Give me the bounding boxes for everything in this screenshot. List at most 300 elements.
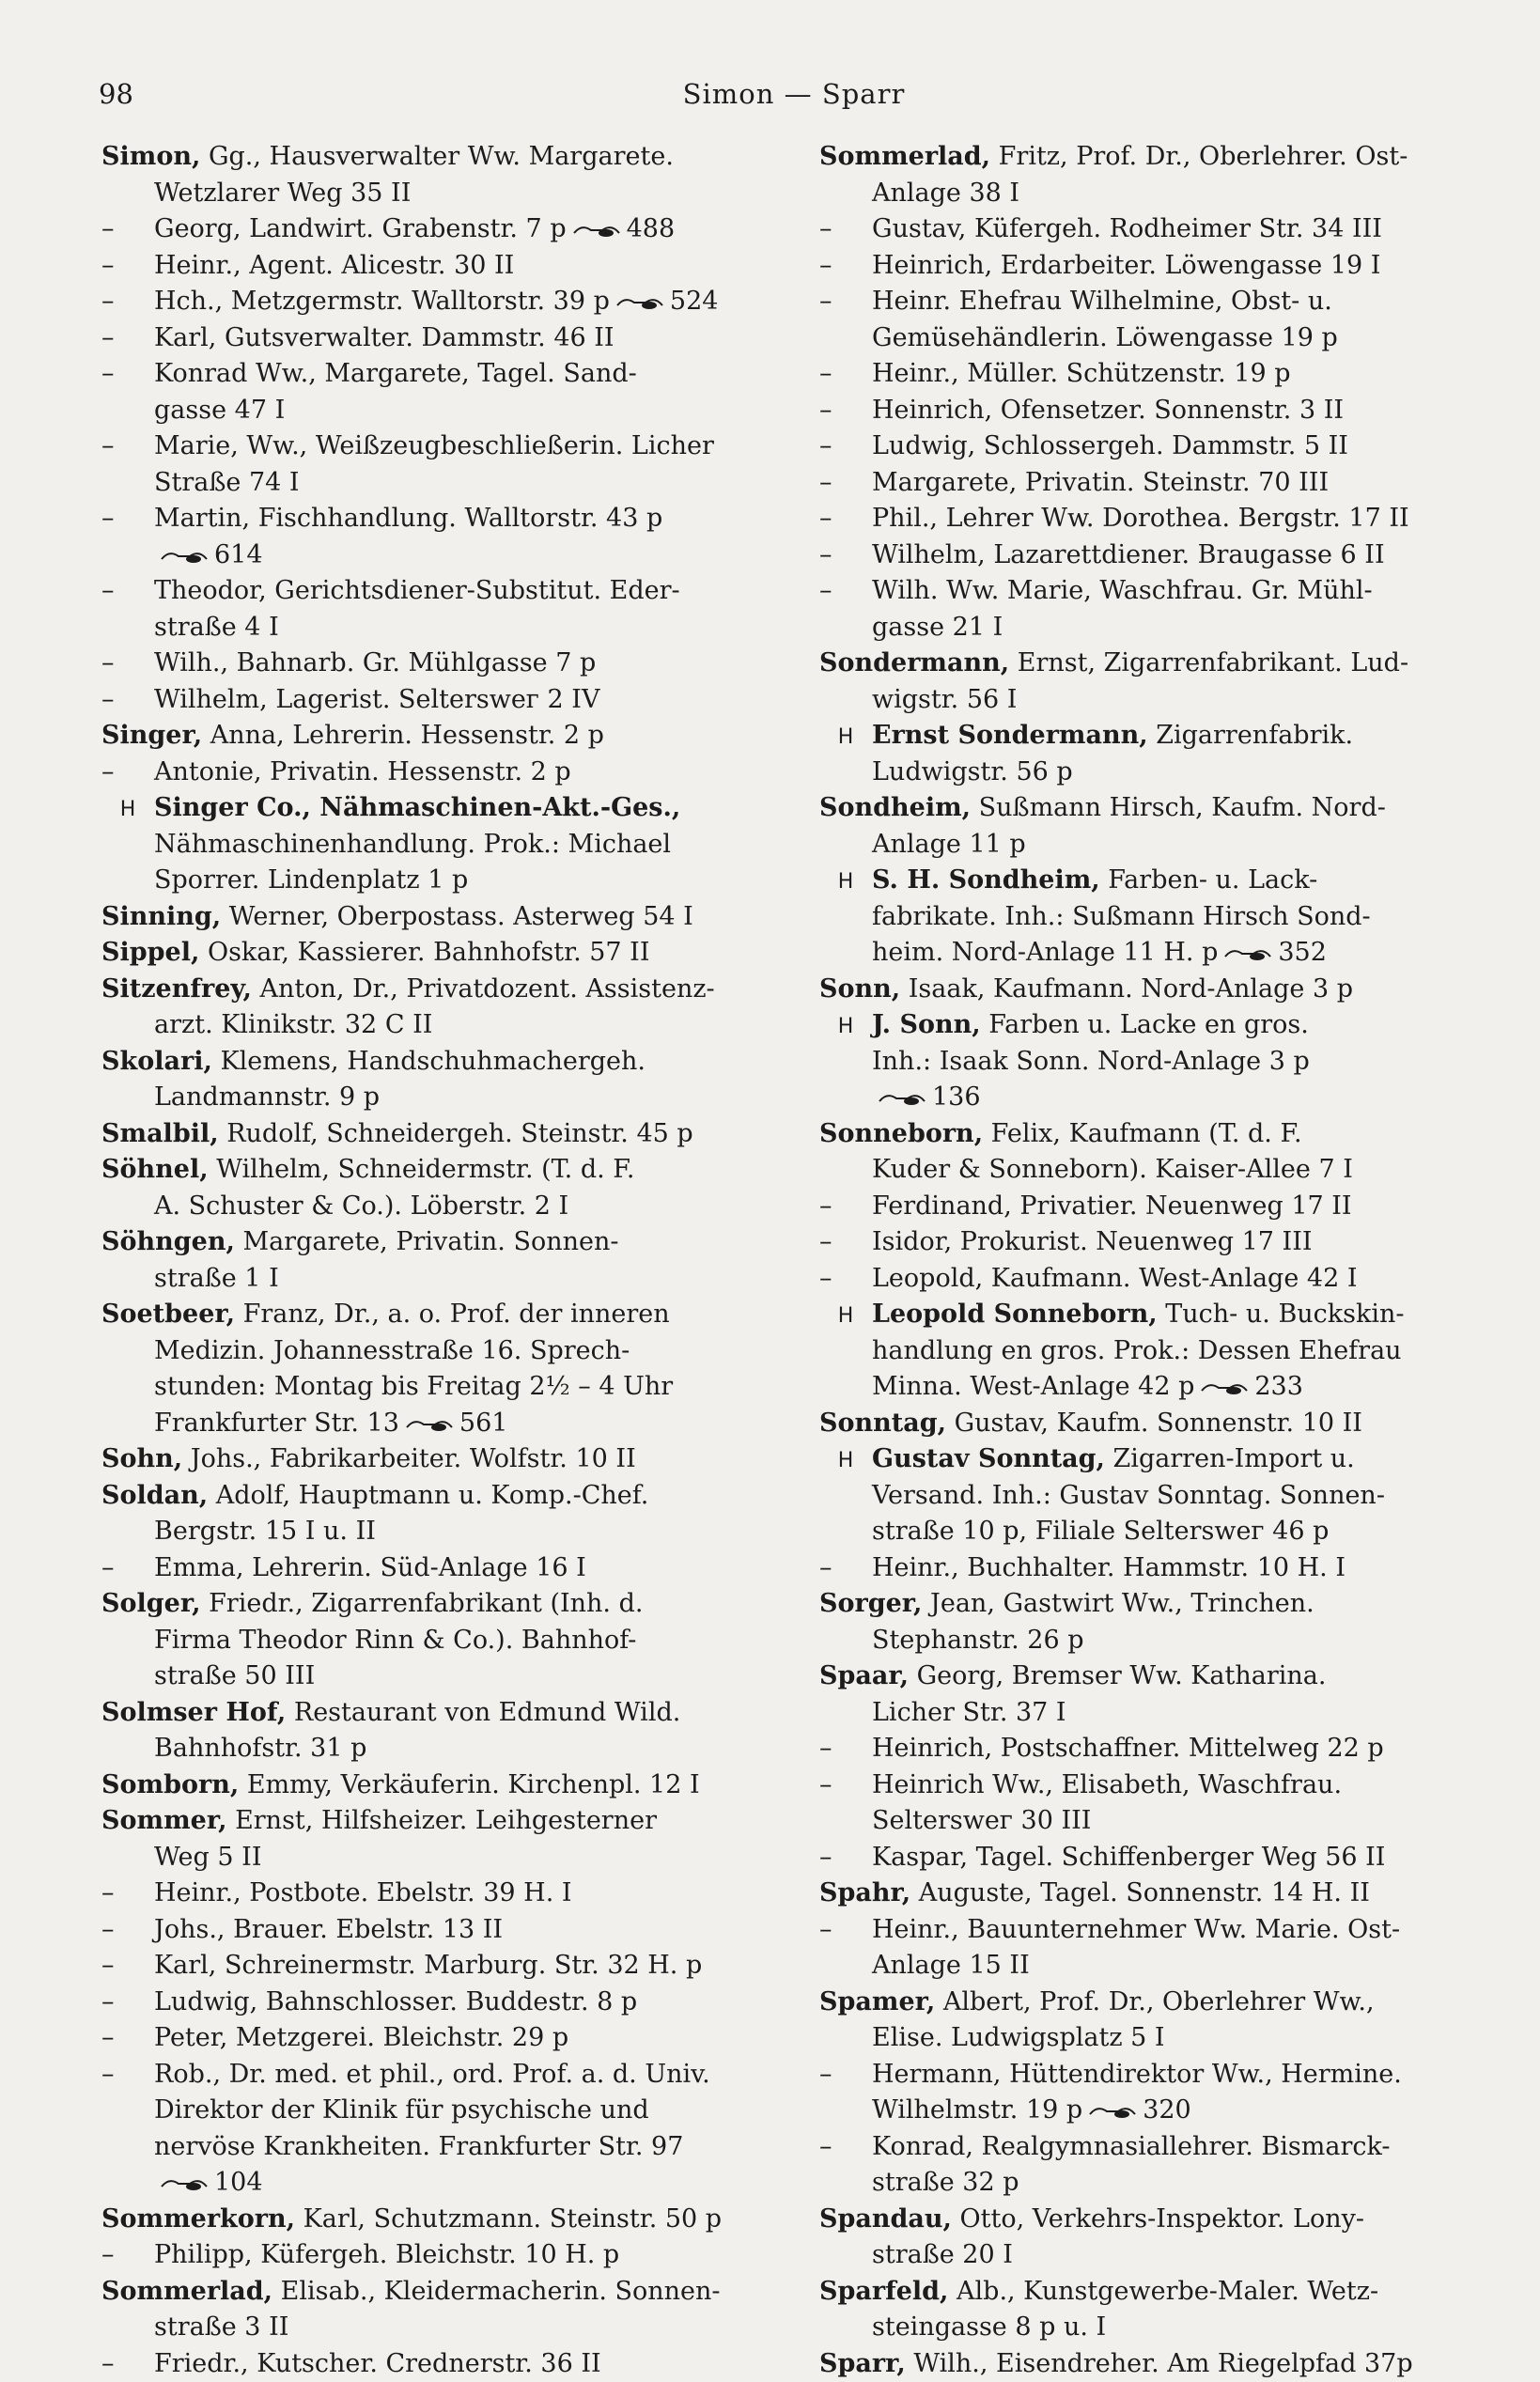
entry-text: Gemüsehändlerin. Löwengasse 19 p bbox=[872, 323, 1338, 352]
directory-entry bbox=[819, 1007, 1488, 1044]
directory-entry bbox=[819, 2346, 1488, 2382]
surname: Soetbeer, bbox=[101, 1300, 235, 1329]
telephone-number: 352 bbox=[1278, 938, 1327, 967]
directory-entry bbox=[101, 1441, 770, 1478]
directory-entry bbox=[819, 356, 1488, 393]
telephone-number: 136 bbox=[932, 1082, 981, 1112]
entry-text: Jean, Gastwirt Ww., Trinchen. bbox=[922, 1589, 1314, 1618]
firm-marker: H bbox=[819, 864, 872, 899]
entry-text: Georg, Landwirt. Grabenstr. 7 p bbox=[154, 214, 567, 243]
surname: Sinning, bbox=[101, 902, 221, 931]
entry-continuation bbox=[819, 1369, 1488, 1406]
entry-text: Straße 74 I bbox=[154, 468, 300, 497]
entry-text: Heinr. Ehefrau Wilhelmine, Obst- u. bbox=[872, 287, 1332, 316]
entry-text: handlung en gros. Prok.: Dessen Ehefrau bbox=[872, 1336, 1402, 1365]
directory-entry bbox=[101, 2274, 770, 2311]
directory-entry bbox=[101, 755, 770, 791]
dash-marker: – bbox=[101, 755, 154, 791]
entry-continuation bbox=[101, 465, 770, 502]
dash-marker: – bbox=[819, 501, 872, 537]
entry-text: Heinr., Buchhalter. Hammstr. 10 H. I bbox=[872, 1553, 1346, 1582]
entry-continuation bbox=[819, 2020, 1488, 2057]
entry-continuation bbox=[819, 1333, 1488, 1370]
entry-continuation bbox=[819, 2165, 1488, 2202]
entry-text: straße 4 I bbox=[154, 613, 279, 642]
surname: Sonn, bbox=[819, 974, 900, 1004]
directory-entry bbox=[101, 2237, 770, 2274]
page-number: 98 bbox=[99, 78, 133, 110]
entry-text: steingasse 8 p u. I bbox=[872, 2312, 1106, 2342]
surname: Spamer, bbox=[819, 1987, 935, 2016]
entry-text: Philipp, Küfergeh. Bleichstr. 10 H. p bbox=[154, 2240, 619, 2269]
directory-entry bbox=[101, 139, 770, 176]
dash-marker: – bbox=[819, 537, 872, 574]
directory-entry bbox=[101, 682, 770, 719]
directory-entry bbox=[101, 646, 770, 682]
entry-text: Heinr., Agent. Alicestr. 30 II bbox=[154, 251, 514, 280]
entry-text: Farben- u. Lack- bbox=[1100, 865, 1318, 895]
entry-text: Phil., Lehrer Ww. Dorothea. Bergstr. 17 II bbox=[872, 504, 1409, 533]
entry-continuation bbox=[101, 1840, 770, 1876]
entry-text: Heinrich, Erdarbeiter. Löwengasse 19 I bbox=[872, 251, 1380, 280]
dash-marker: – bbox=[101, 2020, 154, 2057]
entry-continuation bbox=[819, 682, 1488, 719]
dash-marker: – bbox=[819, 2129, 872, 2166]
directory-entry bbox=[101, 356, 770, 393]
entry-text: Auguste, Tagel. Sonnenstr. 14 H. II bbox=[910, 1878, 1370, 1907]
telephone-number: 233 bbox=[1254, 1372, 1303, 1401]
surname: Sonneborn, bbox=[819, 1119, 983, 1148]
directory-entry bbox=[819, 1731, 1488, 1767]
surname: Ernst Sondermann, bbox=[872, 721, 1148, 750]
entry-text: Anlage 38 I bbox=[872, 179, 1019, 208]
directory-entry bbox=[101, 718, 770, 755]
dash-marker: – bbox=[101, 1948, 154, 1985]
entry-continuation bbox=[101, 1333, 770, 1370]
entry-text: Otto, Verkehrs-Inspektor. Lony- bbox=[952, 2204, 1364, 2234]
entry-text: Margarete, Privatin. Sonnen- bbox=[235, 1227, 619, 1256]
directory-entry bbox=[101, 320, 770, 357]
telephone-number: 561 bbox=[459, 1409, 508, 1438]
entry-text: Ernst, Hilfsheizer. Leihgesterner bbox=[226, 1806, 657, 1835]
surname: Sommerkorn, bbox=[101, 2204, 295, 2234]
entry-text: Isidor, Prokurist. Neuenweg 17 III bbox=[872, 1227, 1313, 1256]
entry-text: gasse 47 I bbox=[154, 396, 285, 425]
surname: Sitzenfrey, bbox=[101, 974, 252, 1004]
directory-entry bbox=[819, 1116, 1488, 1153]
entry-text: Karl, Schreinermstr. Marburg. Str. 32 H. p bbox=[154, 1951, 702, 1980]
entry-text: Wilhelmstr. 19 p bbox=[872, 2095, 1082, 2125]
directory-entry bbox=[101, 573, 770, 610]
entry-text: Anton, Dr., Privatdozent. Assistenz- bbox=[252, 974, 715, 1004]
telephone-icon bbox=[160, 548, 209, 565]
entry-text: wigstr. 56 I bbox=[872, 685, 1017, 714]
entry-text: Zigarren-Import u. bbox=[1105, 1444, 1355, 1473]
entry-text: Albert, Prof. Dr., Oberlehrer Ww., bbox=[935, 1987, 1374, 2016]
entry-text: Klemens, Handschuhmachergeh. bbox=[212, 1047, 646, 1076]
entry-text: Ferdinand, Privatier. Neuenweg 17 II bbox=[872, 1191, 1352, 1221]
entry-text: Wetzlarer Weg 35 II bbox=[154, 179, 411, 208]
directory-entry bbox=[819, 1550, 1488, 1587]
entry-text: Stephanstr. 26 p bbox=[872, 1626, 1084, 1655]
directory-entry bbox=[819, 501, 1488, 537]
entry-continuation bbox=[819, 2310, 1488, 2346]
entry-continuation bbox=[819, 1948, 1488, 1985]
entry-text: Kuder & Sonneborn). Kaiser-Allee 7 I bbox=[872, 1155, 1353, 1184]
directory-entry bbox=[819, 211, 1488, 248]
entry-text: Leopold, Kaufmann. West-Anlage 42 I bbox=[872, 1264, 1358, 1293]
entry-text: Nähmaschinenhandlung. Prok.: Michael bbox=[154, 830, 671, 859]
dash-marker: – bbox=[819, 1261, 872, 1298]
telephone-number: 104 bbox=[214, 2168, 263, 2197]
entry-continuation bbox=[101, 2093, 770, 2129]
entry-text: Frankfurter Str. 13 bbox=[154, 1409, 399, 1438]
entry-text: Bergstr. 15 I u. II bbox=[154, 1517, 376, 1546]
directory-entry bbox=[101, 1985, 770, 2021]
directory-entry bbox=[819, 1224, 1488, 1261]
entry-text: Wilh., Eisendreher. Am Riegelpfad 37p bbox=[906, 2349, 1413, 2378]
dash-marker: – bbox=[101, 646, 154, 682]
directory-entry bbox=[101, 1478, 770, 1515]
directory-entry bbox=[101, 1044, 770, 1081]
entry-continuation bbox=[819, 899, 1488, 936]
dash-marker: – bbox=[819, 2057, 872, 2094]
entry-text: Anlage 15 II bbox=[872, 1951, 1030, 1980]
entry-text: Wilhelm, Schneidermstr. (T. d. F. bbox=[209, 1155, 635, 1184]
entry-text: Ernst, Zigarrenfabrikant. Lud- bbox=[1009, 648, 1408, 677]
dash-marker: – bbox=[101, 2057, 154, 2094]
directory-entry bbox=[819, 863, 1488, 899]
entry-text: Gustav, Küfergeh. Rodheimer Str. 34 III bbox=[872, 214, 1382, 243]
entry-continuation bbox=[101, 393, 770, 429]
firm-marker: H bbox=[819, 720, 872, 755]
surname: Sparfeld, bbox=[819, 2277, 948, 2306]
firm-marker: H bbox=[819, 1443, 872, 1478]
entry-text: Kaspar, Tagel. Schiffenberger Weg 56 II bbox=[872, 1843, 1385, 1872]
directory-entry bbox=[819, 1406, 1488, 1442]
entry-text: straße 32 p bbox=[872, 2168, 1019, 2197]
entry-text: nervöse Krankheiten. Frankfurter Str. 97 bbox=[154, 2132, 683, 2161]
directory-entry bbox=[819, 465, 1488, 502]
entry-text: straße 3 II bbox=[154, 2312, 288, 2342]
entry-text: Rob., Dr. med. et phil., ord. Prof. a. d. Univ. bbox=[154, 2060, 710, 2089]
entry-text: Firma Theodor Rinn & Co.). Bahnhof- bbox=[154, 1626, 636, 1655]
entry-text: Heinrich Ww., Elisabeth, Waschfrau. bbox=[872, 1770, 1342, 1799]
telephone-icon bbox=[1088, 2103, 1137, 2120]
entry-text: heim. Nord-Anlage 11 H. p bbox=[872, 938, 1218, 967]
entry-text: Franz, Dr., a. o. Prof. der inneren bbox=[235, 1300, 670, 1329]
entry-continuation bbox=[819, 1044, 1488, 1081]
dash-marker: – bbox=[819, 1840, 872, 1876]
entry-continuation bbox=[819, 176, 1488, 212]
directory-entry bbox=[819, 1658, 1488, 1695]
dash-marker: – bbox=[101, 1550, 154, 1587]
entry-text: Johs., Brauer. Ebelstr. 13 II bbox=[154, 1915, 503, 1944]
surname: Sommerlad, bbox=[819, 142, 990, 171]
surname: Singer Co., Nähmaschinen-Akt.-Ges., bbox=[154, 793, 680, 822]
entry-text: Heinr., Müller. Schützenstr. 19 p bbox=[872, 359, 1291, 388]
directory-entry bbox=[101, 1550, 770, 1587]
entry-text: Landmannstr. 9 p bbox=[154, 1082, 380, 1112]
entry-continuation bbox=[101, 1080, 770, 1116]
entry-text: Rudolf, Schneidergeh. Steinstr. 45 p bbox=[219, 1119, 693, 1148]
entry-text: Heinrich, Ofensetzer. Sonnenstr. 3 II bbox=[872, 396, 1344, 425]
directory-entry bbox=[819, 1297, 1488, 1333]
entry-text: Johs., Fabrikarbeiter. Wolfstr. 10 II bbox=[182, 1444, 636, 1473]
dash-marker: – bbox=[819, 248, 872, 285]
directory-entry bbox=[101, 899, 770, 936]
dash-marker: – bbox=[101, 428, 154, 465]
entry-continuation bbox=[101, 1189, 770, 1225]
entry-text: Emma, Lehrerin. Süd-Anlage 16 I bbox=[154, 1553, 586, 1582]
dash-marker: – bbox=[819, 428, 872, 465]
surname: Gustav Sonntag, bbox=[872, 1444, 1105, 1473]
directory-entry bbox=[819, 1441, 1488, 1478]
entry-text: gasse 21 I bbox=[872, 613, 1003, 642]
entry-continuation bbox=[101, 610, 770, 646]
telephone-icon bbox=[405, 1416, 454, 1433]
dash-marker: – bbox=[819, 1550, 872, 1587]
entry-continuation bbox=[101, 1369, 770, 1406]
entry-text: Georg, Bremser Ww. Katharina. bbox=[909, 1661, 1326, 1690]
entry-text: Konrad Ww., Margarete, Tagel. Sand- bbox=[154, 359, 637, 388]
surname: Skolari, bbox=[101, 1047, 212, 1076]
entry-text: A. Schuster & Co.). Löberstr. 2 I bbox=[154, 1191, 568, 1221]
dash-marker: – bbox=[819, 211, 872, 248]
surname: J. Sonn, bbox=[872, 1010, 981, 1039]
directory-entry bbox=[819, 2202, 1488, 2238]
entry-continuation bbox=[819, 2093, 1488, 2129]
directory-entry bbox=[819, 2129, 1488, 2166]
directory-entry bbox=[101, 1876, 770, 1912]
telephone-number: 524 bbox=[670, 287, 719, 316]
entry-text: Theodor, Gerichtsdiener-Substitut. Eder- bbox=[154, 576, 680, 605]
entry-continuation bbox=[819, 1803, 1488, 1840]
entry-text: Ludwig, Bahnschlosser. Buddestr. 8 p bbox=[154, 1987, 637, 2016]
surname: Söhngen, bbox=[101, 1227, 235, 1256]
entry-text: Alb., Kunstgewerbe-Maler. Wetz- bbox=[948, 2277, 1378, 2306]
entry-text: Werner, Oberpostass. Asterweg 54 I bbox=[221, 902, 693, 931]
directory-entry bbox=[101, 1695, 770, 1732]
telephone-number: 488 bbox=[627, 214, 676, 243]
entry-text: Gg., Hausverwalter Ww. Margarete. bbox=[200, 142, 674, 171]
entry-continuation bbox=[819, 2237, 1488, 2274]
entry-continuation bbox=[101, 537, 770, 574]
entry-text: Peter, Metzgerei. Bleichstr. 29 p bbox=[154, 2023, 568, 2052]
dash-marker: – bbox=[101, 284, 154, 320]
dash-marker: – bbox=[101, 320, 154, 357]
entry-continuation bbox=[819, 320, 1488, 357]
dash-marker: – bbox=[819, 1767, 872, 1804]
dash-marker: – bbox=[819, 465, 872, 502]
entry-text: Tuch- u. Buckskin- bbox=[1158, 1300, 1405, 1329]
dash-marker: – bbox=[101, 2237, 154, 2274]
entry-text: Inh.: Isaak Sonn. Nord-Anlage 3 p bbox=[872, 1047, 1310, 1076]
dash-marker: – bbox=[101, 248, 154, 285]
entry-text: straße 50 III bbox=[154, 1661, 315, 1690]
directory-entry bbox=[101, 1152, 770, 1189]
directory-entry bbox=[819, 1189, 1488, 1225]
entry-continuation bbox=[819, 1514, 1488, 1550]
entry-continuation bbox=[101, 1623, 770, 1659]
entry-text: Zigarrenfabrik. bbox=[1148, 721, 1353, 750]
entry-text: Farben u. Lacke en gros. bbox=[981, 1010, 1309, 1039]
telephone-icon bbox=[615, 294, 664, 311]
surname: Soldan, bbox=[101, 1481, 208, 1510]
entry-continuation bbox=[819, 1478, 1488, 1515]
entry-text: Selterswег 30 III bbox=[872, 1806, 1091, 1835]
entry-text: Heinr., Bauunternehmer Ww. Marie. Ost- bbox=[872, 1915, 1400, 1944]
dash-marker: – bbox=[819, 573, 872, 610]
surname: Sohn, bbox=[101, 1444, 182, 1473]
dash-marker: – bbox=[101, 573, 154, 610]
entry-continuation bbox=[101, 2165, 770, 2202]
directory-entry bbox=[101, 1912, 770, 1949]
entry-continuation bbox=[819, 1080, 1488, 1116]
surname: Solmser Hof, bbox=[101, 1698, 286, 1727]
directory-entry bbox=[101, 284, 770, 320]
surname: Spandau, bbox=[819, 2204, 952, 2234]
directory-entry bbox=[819, 718, 1488, 755]
left-column bbox=[101, 139, 770, 2382]
dash-marker: – bbox=[101, 211, 154, 248]
surname: Sorger, bbox=[819, 1589, 922, 1618]
directory-entry bbox=[819, 1876, 1488, 1912]
entry-text: Friedr., Kutscher. Crednerstr. 36 II bbox=[154, 2349, 601, 2378]
directory-entry bbox=[819, 790, 1488, 827]
surname: Spaar, bbox=[819, 1661, 909, 1690]
directory-entry bbox=[819, 284, 1488, 320]
directory-entry bbox=[819, 393, 1488, 429]
entry-text: Elisab., Kleidermacherin. Sonnen- bbox=[272, 2277, 720, 2306]
surname: Sondheim, bbox=[819, 793, 971, 822]
directory-entry bbox=[819, 1261, 1488, 1298]
entry-text: Sußmann Hirsch, Kaufm. Nord- bbox=[971, 793, 1386, 822]
entry-continuation bbox=[101, 827, 770, 864]
dash-marker: – bbox=[101, 682, 154, 719]
entry-text: straße 10 p, Filiale Selterswег 46 p bbox=[872, 1517, 1329, 1546]
telephone-icon bbox=[1223, 945, 1272, 962]
entry-text: straße 1 I bbox=[154, 1264, 279, 1293]
entry-continuation bbox=[101, 1658, 770, 1695]
directory-entry bbox=[819, 1586, 1488, 1623]
entry-text: Martin, Fischhandlung. Walltorstr. 43 p bbox=[154, 504, 662, 533]
entry-text: Wilhelm, Lazarettdiener. Braugasse 6 II bbox=[872, 540, 1385, 569]
entry-text: Sporrer. Lindenplatz 1 p bbox=[154, 865, 468, 895]
directory-entry bbox=[101, 790, 770, 827]
entry-continuation bbox=[819, 610, 1488, 646]
directory-entry bbox=[101, 1586, 770, 1623]
entry-text: arzt. Klinikstr. 32 C II bbox=[154, 1010, 432, 1039]
dash-marker: – bbox=[819, 356, 872, 393]
directory-entry bbox=[101, 501, 770, 537]
dash-marker: – bbox=[101, 1876, 154, 1912]
entry-continuation bbox=[101, 1514, 770, 1550]
telephone-icon bbox=[160, 2175, 209, 2192]
dash-marker: – bbox=[101, 501, 154, 537]
dash-marker: – bbox=[819, 1731, 872, 1767]
directory-entry bbox=[101, 2346, 770, 2382]
entry-continuation bbox=[101, 1007, 770, 1044]
page-header bbox=[99, 78, 1489, 127]
surname: S. H. Sondheim, bbox=[872, 865, 1100, 895]
directory-entry bbox=[101, 972, 770, 1008]
dash-marker: – bbox=[101, 1912, 154, 1949]
dash-marker: – bbox=[819, 284, 872, 320]
directory-entry bbox=[819, 1840, 1488, 1876]
entry-text: Ludwig, Schlossergeh. Dammstr. 5 II bbox=[872, 431, 1348, 460]
entry-text: Heinr., Postbote. Ebelstr. 39 H. I bbox=[154, 1878, 572, 1907]
dash-marker: – bbox=[819, 1912, 872, 1949]
entry-text: Antonie, Privatin. Hessenstr. 2 p bbox=[154, 757, 571, 786]
directory-entry bbox=[819, 972, 1488, 1008]
surname: Simon, bbox=[101, 142, 200, 171]
entry-continuation bbox=[819, 1623, 1488, 1659]
entry-text: Adolf, Hauptmann u. Komp.-Chef. bbox=[208, 1481, 648, 1510]
surname: Solger, bbox=[101, 1589, 200, 1618]
firm-marker: H bbox=[819, 1299, 872, 1333]
entry-text: Hermann, Hüttendirektor Ww., Hermine. bbox=[872, 2060, 1402, 2089]
entry-text: Hch., Metzgermstr. Walltorstr. 39 p bbox=[154, 287, 610, 316]
entry-continuation bbox=[101, 863, 770, 899]
entry-text: Licher Str. 37 I bbox=[872, 1698, 1066, 1727]
entry-text: Anlage 11 p bbox=[872, 830, 1026, 859]
directory-entry bbox=[101, 1297, 770, 1333]
entry-continuation bbox=[819, 935, 1488, 972]
directory-entry bbox=[101, 1803, 770, 1840]
entry-text: straße 20 I bbox=[872, 2240, 1013, 2269]
directory-entry bbox=[819, 139, 1488, 176]
dash-marker: – bbox=[101, 1985, 154, 2021]
directory-entry bbox=[101, 428, 770, 465]
entry-text: Karl, Gutsverwalter. Dammstr. 46 II bbox=[154, 323, 614, 352]
surname: Leopold Sonneborn, bbox=[872, 1300, 1158, 1329]
entry-text: Friedr., Zigarrenfabrikant (Inh. d. bbox=[200, 1589, 643, 1618]
entry-text: Anna, Lehrerin. Hessenstr. 2 p bbox=[202, 721, 604, 750]
entry-text: Heinrich, Postschaffner. Mittelweg 22 p bbox=[872, 1734, 1384, 1763]
directory-entry bbox=[819, 2057, 1488, 2094]
entry-text: Wilh., Bahnarb. Gr. Mühlgasse 7 p bbox=[154, 648, 596, 677]
entry-text: Elise. Ludwigsplatz 5 I bbox=[872, 2023, 1165, 2052]
entry-text: Karl, Schutzmann. Steinstr. 50 p bbox=[295, 2204, 722, 2234]
entry-text: Wilh. Ww. Marie, Waschfrau. Gr. Mühl- bbox=[872, 576, 1373, 605]
surname: Sonntag, bbox=[819, 1409, 946, 1438]
directory-entry bbox=[819, 573, 1488, 610]
directory-entry bbox=[819, 646, 1488, 682]
entry-continuation bbox=[819, 755, 1488, 791]
telephone-number: 614 bbox=[214, 540, 263, 569]
entry-text: Minna. West-Anlage 42 p bbox=[872, 1372, 1194, 1401]
entry-text: Margarete, Privatin. Steinstr. 70 III bbox=[872, 468, 1329, 497]
entry-continuation bbox=[101, 1406, 770, 1442]
directory-entry bbox=[101, 2202, 770, 2238]
entry-text: Oskar, Kassierer. Bahnhofstr. 57 II bbox=[199, 938, 649, 967]
entry-text: Fritz, Prof. Dr., Oberlehrer. Ost- bbox=[990, 142, 1408, 171]
directory-entry bbox=[101, 248, 770, 285]
surname: Sommerlad, bbox=[101, 2277, 272, 2306]
surname: Sippel, bbox=[101, 938, 199, 967]
telephone-icon bbox=[1200, 1379, 1249, 1396]
telephone-number: 320 bbox=[1143, 2095, 1191, 2125]
firm-marker: H bbox=[819, 1009, 872, 1044]
entry-text: Felix, Kaufmann (T. d. F. bbox=[983, 1119, 1302, 1148]
dash-marker: – bbox=[819, 1189, 872, 1225]
surname: Smalbil, bbox=[101, 1119, 219, 1148]
directory-entry bbox=[819, 1767, 1488, 1804]
directory-entry bbox=[101, 1224, 770, 1261]
dash-marker: – bbox=[101, 356, 154, 393]
directory-entry bbox=[101, 1948, 770, 1985]
